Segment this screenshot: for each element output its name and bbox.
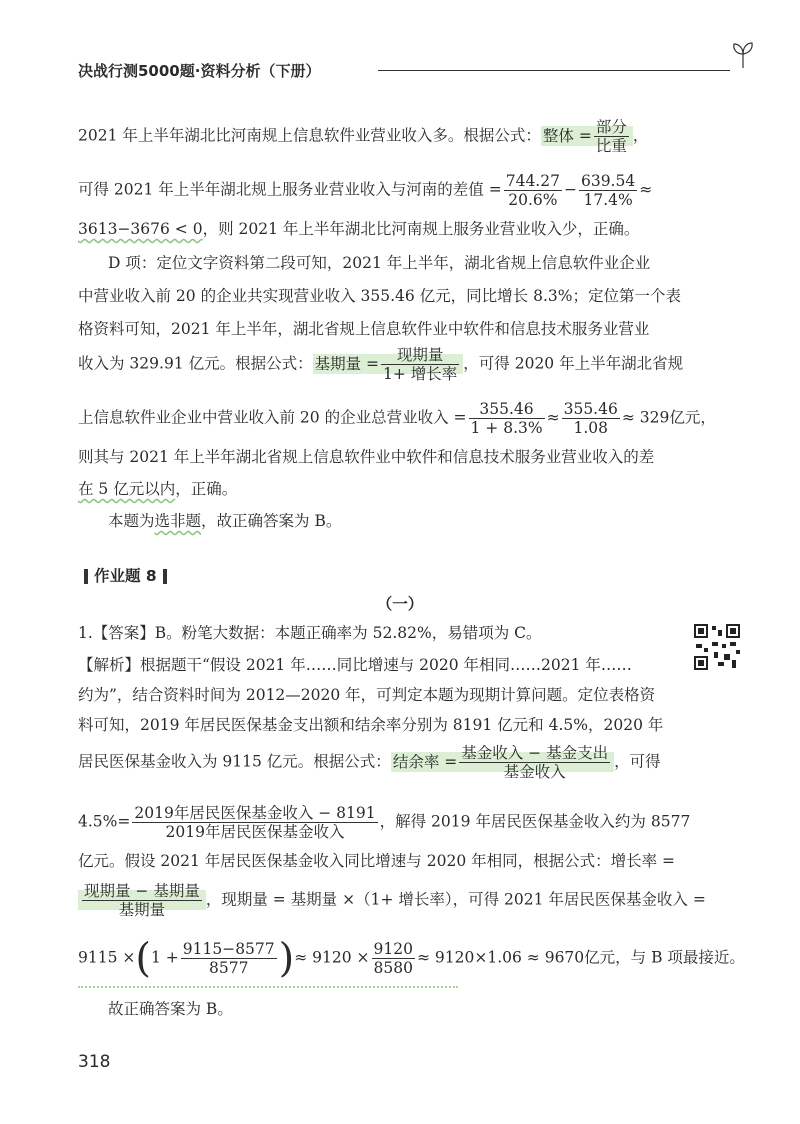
text-line: 格资料可知，2021 年上半年，湖北省规上信息软件业中软件和信息技术服务业营业	[78, 320, 650, 338]
text-span: 本题为	[108, 512, 155, 530]
text-span: 9115 ×	[78, 948, 136, 967]
section-heading	[78, 564, 173, 586]
text-span: 上信息软件业企业中营业收入前 20 的企业总营业收入 =	[78, 408, 467, 427]
text-line: 料可知，2019 年居民医保基金支出额和结余率分别为 8191 亿元和 4.5%，2020 年	[78, 716, 664, 734]
text-line	[78, 218, 639, 240]
subsection-heading: （一）	[376, 594, 424, 613]
denominator: 基期量	[118, 901, 166, 919]
numerator: 355.46	[469, 400, 545, 419]
numerator: 639.54	[580, 172, 636, 190]
text-span: ，可得 2020 年上半年湖北省规	[463, 354, 684, 373]
numerator: 744.27	[505, 172, 560, 190]
section-title: 作业题 8	[94, 567, 157, 585]
text-line	[78, 172, 652, 209]
header-rule	[378, 70, 730, 71]
text-span: ，则 2021 年上半年湖北比河南规上服务业营业收入少，正确。	[202, 220, 640, 238]
denominator: 1 + 8.3%	[470, 419, 543, 437]
operator: ≈	[639, 180, 653, 199]
numerator: 355.46	[563, 400, 618, 418]
numerator: 9120	[373, 940, 413, 958]
text-line: 中营业收入前 20 的企业共实现营业收入 355.46 亿元，同比增长 8.3%；定位第一个表	[78, 287, 681, 305]
operator: ≈	[546, 408, 560, 427]
denominator: 1+ 增长率	[383, 365, 458, 383]
text-span: ，	[632, 126, 649, 145]
formula-highlight	[78, 882, 206, 919]
text-line: D 项：定位文字资料第二段可知，2021 年上半年，湖北省规上信息软件业企业	[108, 254, 651, 272]
text-line: 则其与 2021 年上半年湖北省规上信息软件业中软件和信息技术服务业营业收入的差	[78, 448, 655, 466]
underlined-text: 3613−3676 < 0	[78, 220, 203, 238]
denominator: 1.08	[573, 419, 608, 437]
text-line	[78, 400, 716, 437]
leaf-icon	[728, 40, 758, 70]
denominator: 基金收入	[503, 763, 566, 781]
right-paren: )	[278, 935, 295, 982]
formula-lhs: 结余率 =	[392, 752, 458, 771]
text-line	[78, 118, 648, 155]
numerator: 2019年居民医保基金收入 − 8191	[134, 804, 376, 822]
fraction	[459, 744, 610, 781]
formula-highlight	[313, 346, 464, 383]
numerator: 基金收入 − 基金支出	[461, 744, 609, 762]
denominator: 比重	[595, 137, 627, 155]
heading-bar	[163, 569, 167, 584]
underlined-text: 在 5 亿元以内	[78, 480, 176, 498]
text-span: ，现期量 = 基期量 ×（1+ 增长率），可得 2021 年居民医保基金收入 =	[205, 890, 706, 909]
denominator: 17.4%	[583, 191, 633, 209]
text-line: 【解析】根据题干“假设 2021 年……同比增速与 2020 年相同……2021 年……	[78, 656, 632, 674]
denominator: 8577	[208, 959, 249, 977]
denominator: 20.6%	[508, 191, 558, 209]
text-line	[78, 804, 690, 841]
denominator: 2019年居民医保基金收入	[165, 823, 345, 841]
fraction	[181, 940, 277, 977]
heading-bar	[84, 569, 88, 584]
text-line	[78, 882, 706, 919]
text-span: ，解得 2019 年居民医保基金收入约为 8577	[379, 812, 691, 831]
text-span: ≈ 329亿元，	[621, 408, 716, 427]
text-span: 可得 2021 年上半年湖北规上服务业营业收入与河南的差值 =	[78, 180, 502, 199]
denominator: 8580	[373, 959, 413, 977]
operator: −	[563, 180, 577, 199]
numerator: 现期量	[381, 346, 459, 365]
formula-lhs: 基期量 =	[314, 354, 380, 373]
text-span: ，故正确答案为 B。	[201, 512, 342, 530]
text-span: 4.5%=	[78, 812, 131, 831]
text-line	[78, 346, 683, 383]
text-span: ，可得	[614, 752, 661, 771]
text-span: ≈ 9120 ×	[294, 948, 370, 967]
text-line	[78, 744, 661, 781]
qr-code-icon	[692, 622, 742, 672]
text-line	[78, 478, 237, 500]
numerator: 9115−8577	[182, 940, 275, 958]
formula-lhs: 整体 =	[542, 126, 592, 145]
text-span: ≈ 9120×1.06 ≈ 9670亿元，与 B 项最接近。	[417, 948, 745, 967]
text-span: 收入为 329.91 亿元。根据公式：	[78, 354, 313, 373]
text-line: 约为”，结合资料时间为 2012—2020 年，可判定本题为现期计算问题。定位表格资	[78, 686, 656, 704]
fraction	[381, 346, 459, 383]
page-number: 318	[78, 1052, 111, 1072]
text-span: 2021 年上半年湖北比河南规上信息软件业营业收入多。根据公式：	[78, 126, 541, 145]
text-span: ，正确。	[175, 480, 238, 498]
text-line	[78, 935, 745, 982]
text-span: 1 +	[150, 948, 179, 967]
running-header	[78, 60, 758, 82]
fraction	[594, 118, 629, 155]
fraction	[579, 172, 637, 209]
fraction	[82, 882, 202, 919]
formula-highlight	[391, 744, 614, 781]
formula-highlight	[541, 118, 633, 155]
underlined-text: 选非题	[154, 512, 202, 530]
text-span: 居民医保基金收入为 9115 亿元。根据公式：	[78, 752, 391, 771]
answer-line: 1.【答案】B。粉笔大数据：本题正确率为 52.82%，易错项为 C。	[78, 624, 542, 642]
numerator: 部分	[595, 118, 627, 136]
fraction	[562, 400, 620, 437]
fraction	[469, 400, 545, 437]
left-paren: (	[135, 935, 151, 982]
fraction	[372, 940, 415, 977]
fraction	[132, 804, 377, 841]
text-line: 故正确答案为 B。	[108, 1000, 233, 1018]
numerator: 现期量 − 基期量	[84, 882, 200, 900]
text-line	[108, 510, 341, 532]
text-line: 亿元。假设 2021 年居民医保基金收入同比增速与 2020 年相同，根据公式：增长率 =	[78, 852, 676, 870]
fraction	[504, 172, 562, 209]
header-title: 决战行测5000题·资料分析（下册）	[78, 62, 321, 80]
wavy-underline	[78, 986, 458, 988]
